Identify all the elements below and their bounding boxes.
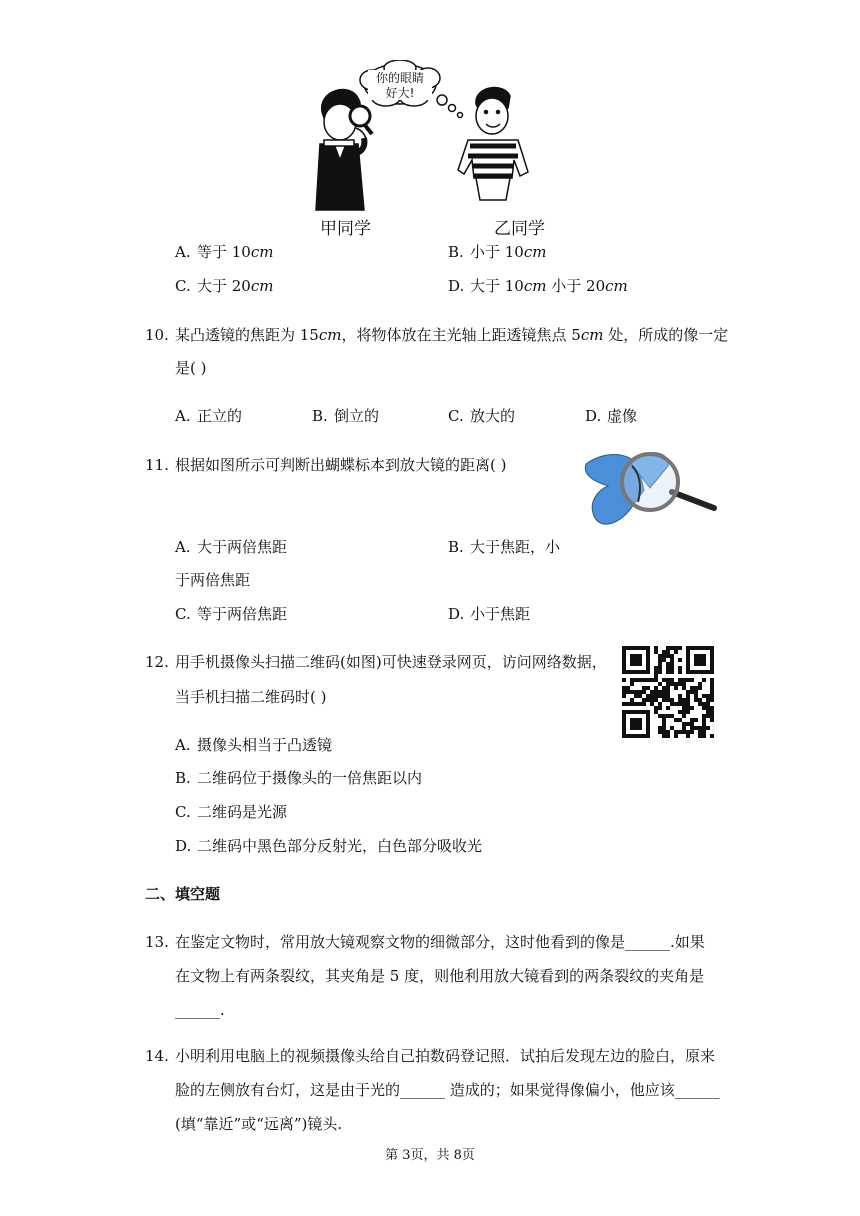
students-illustration: [300, 60, 570, 220]
caption-jia: 甲同学: [320, 219, 371, 239]
q12-option-b: B. 二维码位于摄像头的一倍焦距以内: [175, 769, 423, 787]
section-heading-fill-in: 二、填空题: [145, 885, 221, 903]
q10-option-d: D. 虚像: [585, 407, 638, 425]
q11-option-c: C. 等于两倍焦距: [175, 605, 288, 623]
student-jia: [316, 90, 372, 210]
q12-stem-line1: 12. 用手机摄像头扫描二维码(如图)可快速登录网页，访问网络数据，: [145, 653, 607, 671]
q10-option-c: C. 放大的: [448, 407, 516, 425]
speech-bubble-line2: 好大!: [385, 86, 415, 100]
q10-option-b: B. 倒立的: [312, 407, 380, 425]
q9-option-a: A. 等于 10cm: [175, 243, 274, 261]
caption-yi: 乙同学: [494, 219, 545, 239]
q12-option-a: A. 摄像头相当于凸透镜: [175, 736, 333, 754]
q10-stem-line2: 是( ): [175, 359, 207, 377]
q10-option-a: A. 正立的: [175, 407, 243, 425]
butterfly-magnifier-figure: [580, 446, 720, 536]
q12-stem-line2: 当手机扫描二维码时( ): [175, 688, 327, 706]
q9-option-b: B. 小于 10cm: [448, 243, 547, 261]
q11-option-b-continued: 于两倍焦距: [175, 571, 251, 589]
q9-option-d: D. 大于 10cm 小于 20cm: [448, 277, 628, 295]
students-figure: [300, 60, 570, 240]
q14-line2: 脸的左侧放有台灯，这是由于光的______ 造成的；如果觉得像偏小，他应该______: [175, 1081, 720, 1099]
q13-line1: 13. 在鉴定文物时，常用放大镜观察文物的细微部分，这时他看到的像是______.如果: [145, 933, 705, 951]
q11-option-d: D. 小于焦距: [448, 605, 531, 623]
q10-stem-line1: 10. 某凸透镜的焦距为 15cm，将物体放在主光轴上距透镜焦点 5cm 处，所成的像一定: [145, 326, 729, 344]
page-footer: 第 3页，共 8页: [385, 1148, 475, 1163]
q11-option-b: B. 大于焦距，小: [448, 538, 561, 556]
qr-code-image: [622, 646, 714, 738]
q11-stem: 11. 根据如图所示可判断出蝴蝶标本到放大镜的距离( ): [145, 456, 507, 474]
q11-option-a: A. 大于两倍焦距: [175, 538, 288, 556]
butterfly-magnifier-illustration: [580, 446, 720, 536]
q12-option-d: D. 二维码中黑色部分反射光，白色部分吸收光: [175, 837, 483, 855]
speech-bubble-line1: 你的眼睛: [375, 71, 425, 85]
qr-code-figure: [622, 646, 714, 738]
q13-line3: ______.: [175, 1001, 225, 1019]
q14-line1: 14. 小明利用电脑上的视频摄像头给自己拍数码登记照．试拍后发现左边的脸白，原来: [145, 1047, 716, 1065]
q14-line3: (填“靠近”或“远离”)镜头.: [175, 1115, 343, 1133]
q13-line2: 在文物上有两条裂纹，其夹角是 5 度，则他利用放大镜看到的两条裂纹的夹角是: [175, 967, 705, 985]
q12-option-c: C. 二维码是光源: [175, 803, 288, 821]
student-yi: [458, 88, 528, 200]
q9-option-c: C. 大于 20cm: [175, 277, 274, 295]
